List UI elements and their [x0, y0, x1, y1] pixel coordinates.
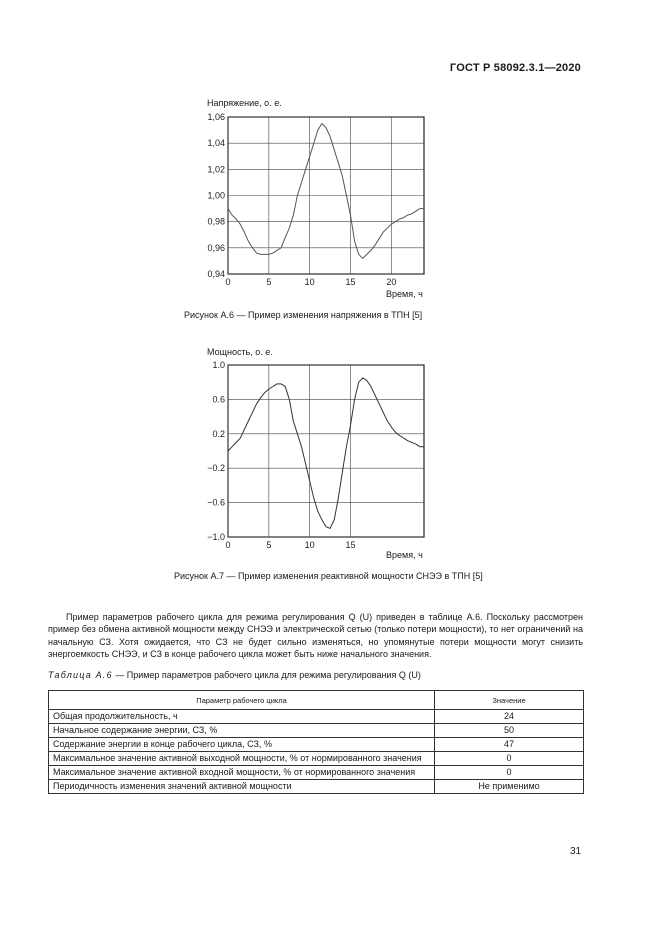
x-tick-label: 15 [345, 540, 356, 550]
body-paragraph: Пример параметров рабочего цикла для режима регулирования Q (U) приведен в таблице А.6. Поскольку рассмотрен пример без обмена активной мощности между СНЭЭ и электрической сетью (только потери мощности), то нет ограничений на начальную СЗ. Хотя ожидается, что СЗ не будет сильно изменяться, но упомянутые потери мощности могут снизить энергоемкость СНЭЭ, и СЗ в конце рабочего цикла может быть ниже начального значения. [48, 612, 583, 659]
param-cell: Содержание энергии в конце рабочего цикла, СЗ, % [49, 738, 435, 752]
chart1-xlabel: Время, ч [386, 289, 423, 299]
x-tick-label: 10 [304, 277, 315, 287]
table-caption-text: — Пример параметров рабочего цикла для режима регулирования Q (U) [112, 670, 421, 680]
x-tick-label: 5 [266, 540, 272, 550]
value-cell: 24 [435, 710, 584, 724]
chart2-xlabel: Время, ч [386, 550, 423, 560]
table-row [49, 724, 584, 738]
value-cell: 47 [435, 738, 584, 752]
page-number: 31 [570, 846, 582, 857]
table-row [49, 710, 584, 724]
chart2-ylabel: Мощность, о. е. [207, 347, 273, 357]
parameters-table [48, 690, 584, 794]
table-caption [48, 670, 421, 680]
y-tick-label: 0.2 [212, 428, 225, 439]
table-row [49, 780, 584, 794]
voltage-chart [195, 110, 440, 310]
figure-a7-caption: Рисунок А.7 — Пример изменения реактивной мощности СНЭЭ в ТПН [5] [174, 571, 483, 581]
y-tick-label: 1,00 [207, 190, 225, 201]
x-tick-label: 0 [225, 540, 231, 550]
y-tick-label: −0.6 [207, 497, 225, 508]
x-tick-label: 5 [266, 277, 272, 287]
x-tick-label: 10 [304, 540, 315, 550]
standard-header: ГОСТ Р 58092.3.1—2020 [449, 62, 581, 74]
y-tick-label: 0,94 [207, 269, 225, 279]
x-tick-label: 20 [386, 277, 397, 287]
reactive-power-series-line [228, 378, 424, 529]
table-row [49, 738, 584, 752]
y-tick-label: 0.6 [212, 394, 225, 405]
param-cell: Общая продолжительность, ч [49, 710, 435, 724]
figure-a6-caption: Рисунок А.6 — Пример изменения напряжения в ТПН [5] [184, 310, 423, 320]
param-cell: Периодичность изменения значений активной мощности [49, 780, 435, 794]
reactive-power-chart [195, 358, 440, 558]
plot-frame [228, 365, 424, 537]
col-header-param: Параметр рабочего цикла [49, 691, 435, 710]
x-tick-label: 0 [225, 277, 231, 287]
table-row [49, 752, 584, 766]
param-cell: Максимальное значение активной выходной мощности, % от нормированного значения [49, 752, 435, 766]
y-tick-label: −0.2 [207, 463, 225, 474]
y-tick-label: 0,96 [207, 242, 225, 253]
voltage-series-line [228, 124, 424, 259]
y-tick-label: 1,06 [207, 112, 225, 122]
param-cell: Начальное содержание энергии, СЗ, % [49, 724, 435, 738]
table-header-row [49, 691, 584, 710]
chart1-ylabel: Напряжение, о. е. [207, 98, 282, 108]
value-cell: 0 [435, 752, 584, 766]
table-caption-label: Таблица А.6 [48, 670, 113, 680]
param-cell: Максимальное значение активной входной мощности, % от нормированного значения [49, 766, 435, 780]
col-header-value: Значение [435, 691, 584, 710]
value-cell: Не применимо [435, 780, 584, 794]
table-row [49, 766, 584, 780]
value-cell: 0 [435, 766, 584, 780]
y-tick-label: −1.0 [207, 532, 225, 542]
y-tick-label: 1,02 [207, 164, 225, 175]
value-cell: 50 [435, 724, 584, 738]
x-tick-label: 15 [345, 277, 356, 287]
y-tick-label: 1.0 [212, 360, 225, 370]
y-tick-label: 1,04 [207, 138, 225, 149]
y-tick-label: 0,98 [207, 216, 225, 227]
